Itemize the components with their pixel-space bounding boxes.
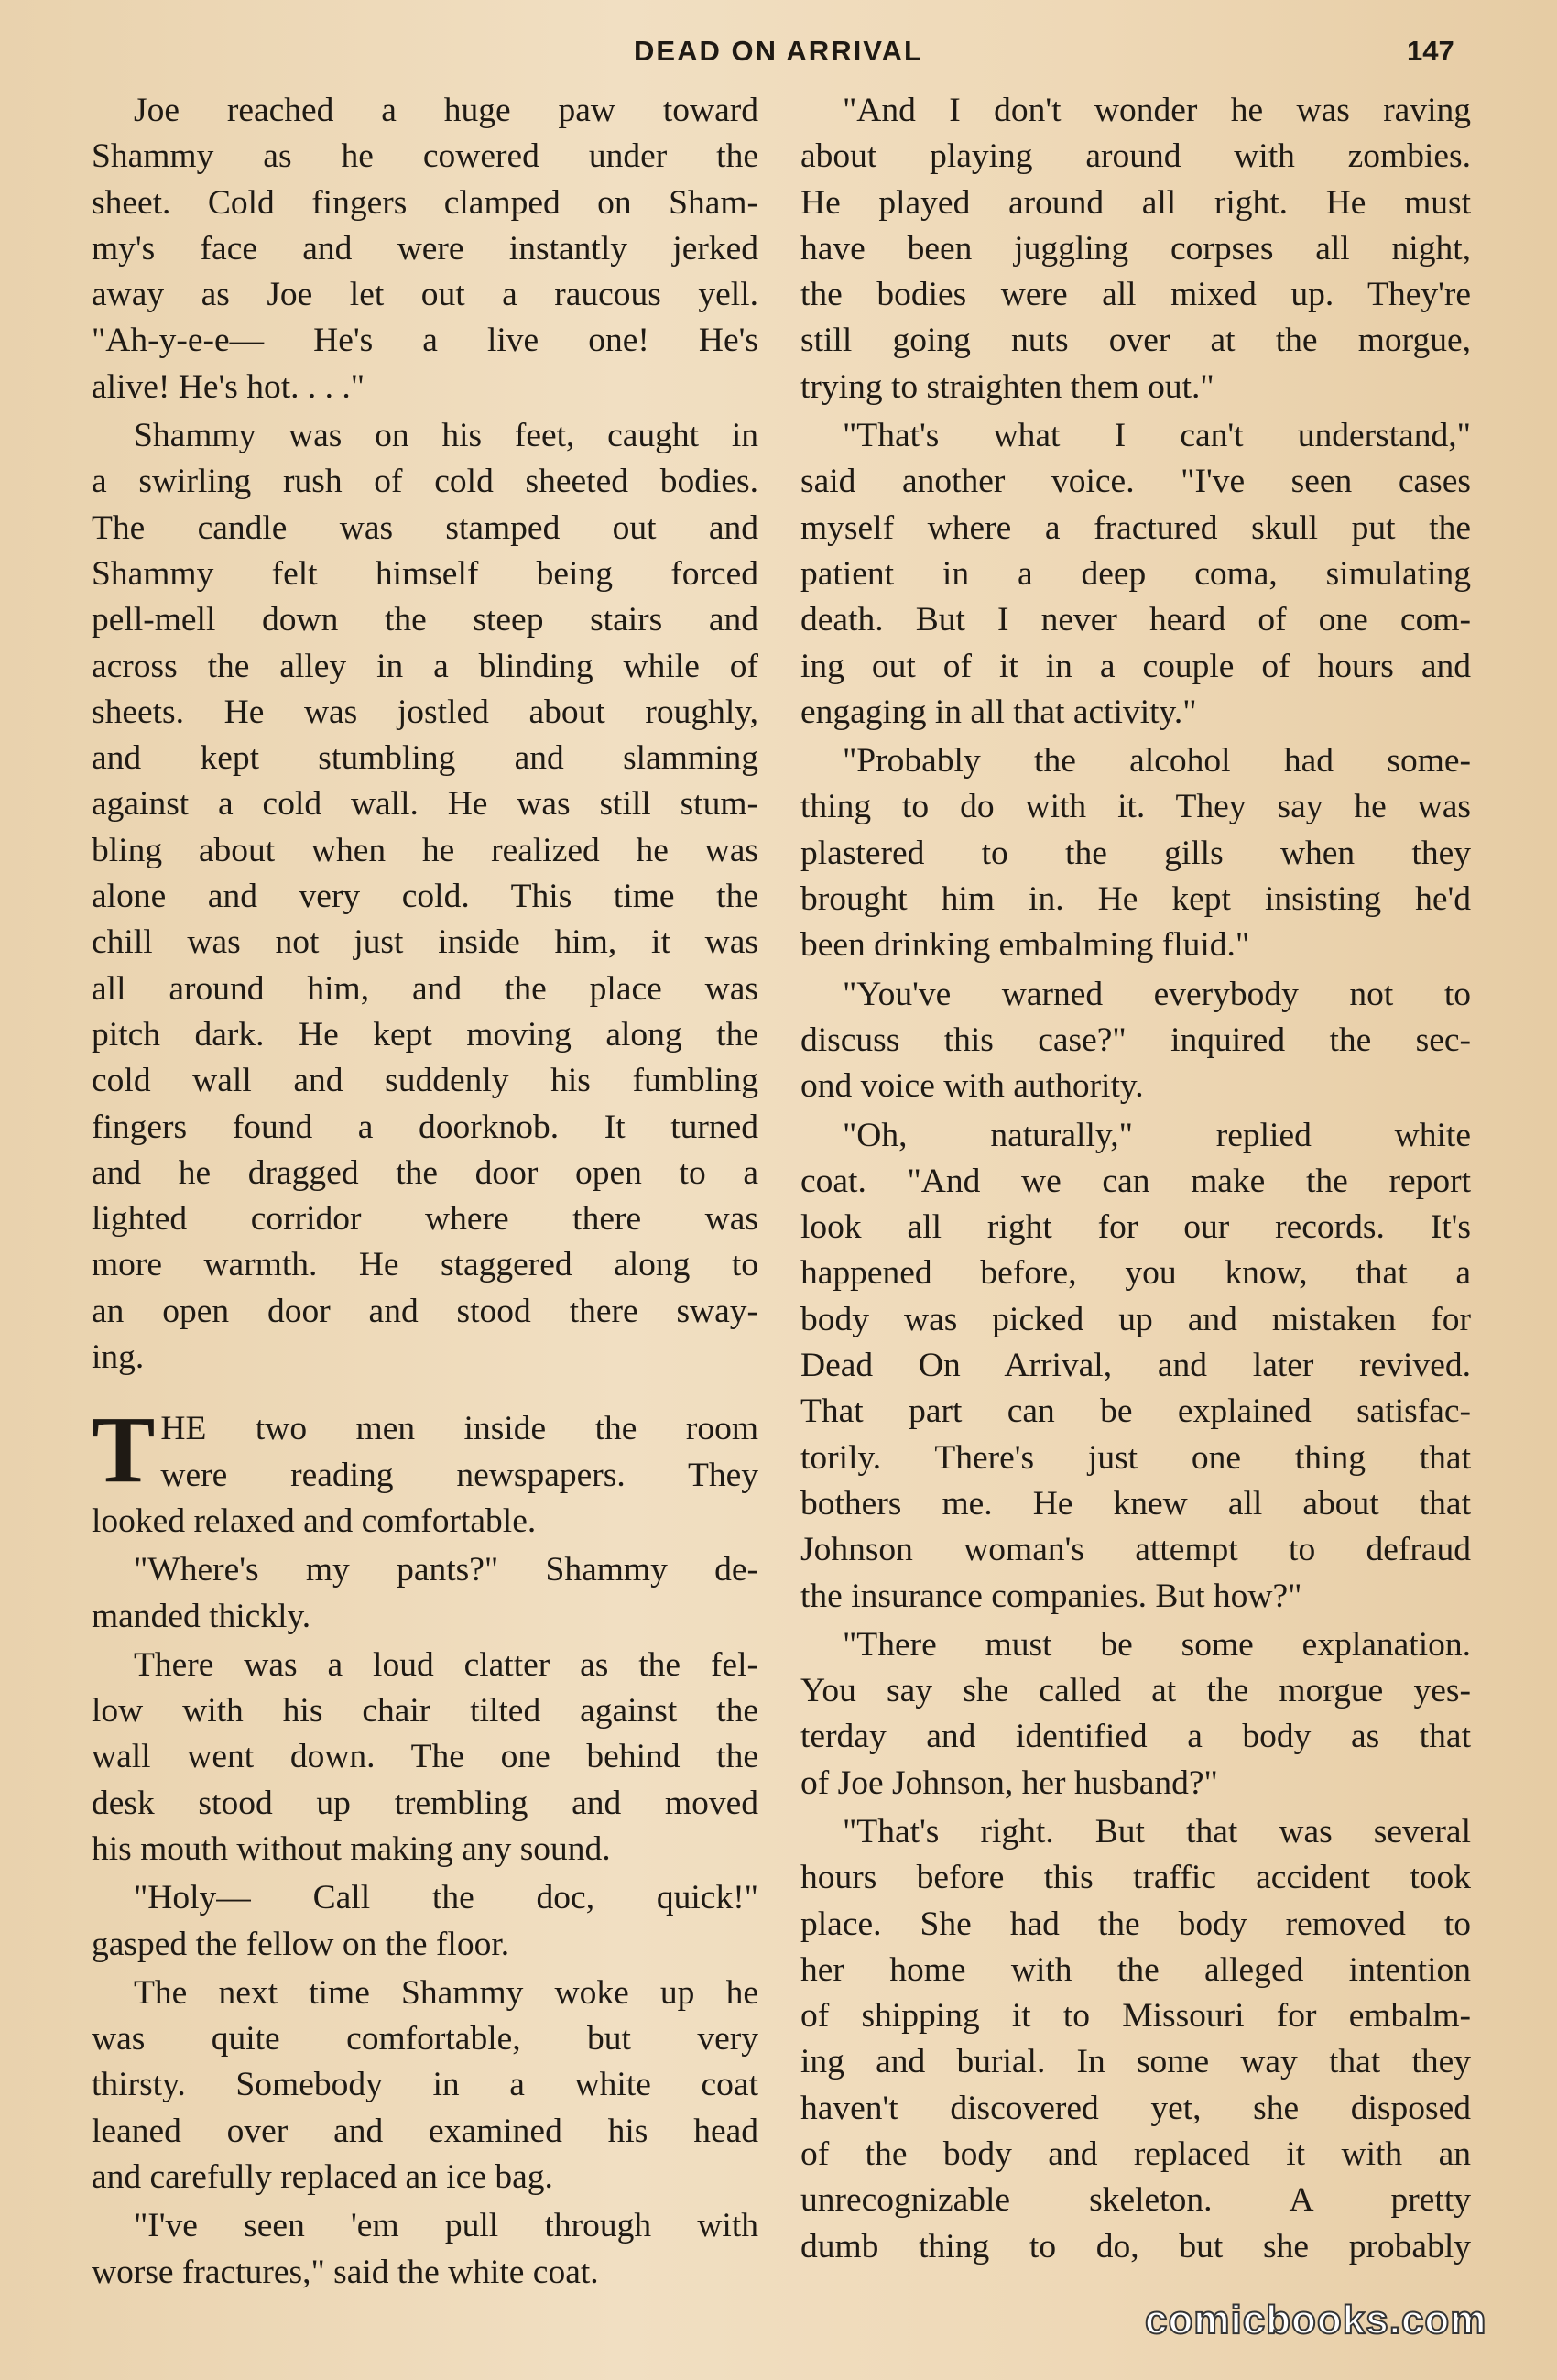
text-line: The candle was stamped out and	[92, 508, 758, 547]
text-line: death. But I never heard of one com-	[800, 601, 1471, 639]
text-line: "That's what I can't understand,"	[843, 417, 1471, 455]
text-line: and carefully replaced an ice bag.	[92, 2158, 553, 2197]
text-line: of the body and replaced it with an	[800, 2135, 1471, 2174]
text-line: "Ah-y-e-e— He's a live one! He's	[92, 322, 758, 360]
text-line: "Probably the alcohol had some-	[843, 742, 1471, 781]
text-line: torily. There's just one thing that	[800, 1438, 1471, 1477]
text-line: HE two men inside the room	[160, 1410, 758, 1448]
text-line: There was a loud clatter as the fel-	[134, 1645, 758, 1684]
text-line: engaging in all that activity."	[800, 693, 1197, 731]
text-line: That part can be explained satisfac-	[800, 1392, 1471, 1431]
text-line: ing and burial. In some way that they	[800, 2043, 1471, 2081]
paragraph	[92, 1547, 758, 1640]
text-line: and he dragged the door open to a	[92, 1153, 758, 1192]
text-line: a swirling rush of cold sheeted bodies.	[92, 463, 758, 501]
text-line: wall went down. The one behind the	[92, 1738, 758, 1776]
text-line: myself where a fractured skull put the	[800, 508, 1471, 547]
text-line: plastered to the gills when they	[800, 834, 1471, 872]
text-line: of Joe Johnson, her husband?"	[800, 1763, 1218, 1802]
text-line: trying to straighten them out."	[800, 367, 1214, 406]
text-line: cold wall and suddenly his fumbling	[92, 1062, 758, 1100]
dropcap-paragraph	[92, 1397, 758, 1545]
text-line: patient in a deep coma, simulating	[800, 554, 1471, 593]
text-line: away as Joe let out a raucous yell.	[92, 276, 758, 314]
text-line: pell-mell down the steep stairs and	[92, 601, 758, 639]
text-line: Shammy felt himself being forced	[92, 554, 758, 593]
text-line: haven't discovered yet, she disposed	[800, 2089, 1471, 2127]
paragraph	[92, 1875, 758, 1968]
text-line: been drinking embalming fluid."	[800, 926, 1250, 965]
text-line: her home with the alleged intention	[800, 1950, 1471, 1989]
left-text-column	[92, 88, 758, 2298]
paragraph	[92, 1643, 758, 1872]
text-line: ing out of it in a couple of hours and	[800, 647, 1471, 685]
text-line: about playing around with zombies.	[800, 137, 1471, 176]
text-line: low with his chair tilted against the	[92, 1692, 758, 1730]
text-line: terday and identified a body as that	[800, 1718, 1471, 1756]
text-line: Shammy as he cowered under the	[92, 137, 758, 176]
text-line: brought him in. He kept insisting he'd	[800, 880, 1471, 919]
text-line: He played around all right. He must	[800, 183, 1471, 222]
right-text-column	[800, 88, 1471, 2273]
text-line: alone and very cold. This time the	[92, 878, 758, 916]
text-line: his mouth without making any sound.	[92, 1829, 611, 1868]
paragraph	[800, 972, 1471, 1110]
text-line: bothers me. He knew all about that	[800, 1484, 1471, 1523]
text-line: hours before this traffic accident took	[800, 1859, 1471, 1897]
text-line: my's face and were instantly jerked	[92, 229, 758, 267]
text-line: lighted corridor where there was	[92, 1200, 758, 1239]
text-line: "Where's my pants?" Shammy de-	[134, 1551, 758, 1589]
text-line: "Holy— Call the doc, quick!"	[134, 1879, 758, 1917]
text-line: manded thickly.	[92, 1597, 311, 1635]
text-line: sheets. He was jostled about roughly,	[92, 693, 758, 731]
text-line: Shammy was on his feet, caught in	[134, 417, 758, 455]
text-line: sheet. Cold fingers clamped on Sham-	[92, 183, 758, 222]
text-line: bling about when he realized he was	[92, 831, 758, 869]
text-line: across the alley in a blinding while of	[92, 647, 758, 685]
text-line: alive! He's hot. . . ."	[92, 367, 365, 406]
text-line: "I've seen 'em pull through with	[134, 2207, 758, 2245]
text-line: an open door and stood there sway-	[92, 1292, 758, 1330]
text-line: against a cold wall. He was still stum-	[92, 785, 758, 824]
page-header	[0, 35, 1557, 71]
paragraph	[800, 1622, 1471, 1807]
paragraph	[800, 738, 1471, 968]
paragraph	[800, 1113, 1471, 1620]
text-line: pitch dark. He kept moving along the	[92, 1015, 758, 1054]
paragraph	[800, 1809, 1471, 2270]
text-line: thirsty. Somebody in a white coat	[92, 2066, 758, 2104]
text-line: look all right for our records. It's	[800, 1208, 1471, 1247]
paragraph	[92, 2203, 758, 2296]
text-line: still going nuts over at the morgue,	[800, 322, 1471, 360]
text-line: looked relaxed and comfortable.	[92, 1501, 537, 1540]
text-line: gasped the fellow on the floor.	[92, 1925, 510, 1963]
text-line: the bodies were all mixed up. They're	[800, 276, 1471, 314]
text-line: leaned over and examined his head	[92, 2112, 758, 2150]
text-line: Joe reached a huge paw toward	[134, 92, 758, 129]
watermark-logo: comicbooks.com	[1145, 2298, 1487, 2342]
text-line: unrecognizable skeleton. A pretty	[800, 2181, 1471, 2220]
text-line: The next time Shammy woke up he	[134, 1973, 758, 2012]
text-line: You say she called at the morgue yes-	[800, 1672, 1471, 1710]
text-line: said another voice. "I've seen cases	[800, 463, 1471, 501]
text-line: Dead On Arrival, and later revived.	[800, 1347, 1471, 1385]
paragraph	[92, 88, 758, 410]
text-line: "You've warned everybody not to	[843, 975, 1471, 1013]
text-line: "That's right. But that was several	[843, 1812, 1471, 1851]
text-line: was quite comfortable, but very	[92, 2020, 758, 2058]
text-line: thing to do with it. They say he was	[800, 788, 1471, 826]
text-line: "Oh, naturally," replied white	[843, 1116, 1471, 1154]
text-line: body was picked up and mistaken for	[800, 1300, 1471, 1338]
running-title: DEAD ON ARRIVAL	[634, 35, 923, 67]
paragraph	[800, 88, 1471, 410]
text-line: "There must be some explanation.	[843, 1625, 1471, 1664]
text-line: and kept stumbling and slamming	[92, 739, 758, 778]
text-line: worse fractures," said the white coat.	[92, 2253, 599, 2291]
text-line: more warmth. He staggered along to	[92, 1246, 758, 1284]
drop-cap-initial: T	[92, 1397, 156, 1503]
paragraph	[800, 413, 1471, 736]
text-line: fingers found a doorknob. It turned	[92, 1108, 758, 1146]
text-line: Johnson woman's attempt to defraud	[800, 1531, 1471, 1569]
text-line: desk stood up trembling and moved	[92, 1784, 758, 1822]
text-line: happened before, you know, that a	[800, 1254, 1471, 1293]
text-line: ing.	[92, 1338, 145, 1377]
page-number: 147	[1407, 35, 1454, 67]
text-line: "And I don't wonder he was raving	[843, 92, 1471, 129]
text-line: of shipping it to Missouri for embalm-	[800, 1997, 1471, 2036]
text-line: all around him, and the place was	[92, 969, 758, 1008]
text-line: place. She had the body removed to	[800, 1905, 1471, 1943]
text-line: were reading newspapers. They	[160, 1456, 758, 1494]
text-line: have been juggling corpses all night,	[800, 229, 1471, 267]
text-line: the insurance companies. But how?"	[800, 1577, 1302, 1615]
text-line: coat. "And we can make the report	[800, 1162, 1471, 1200]
text-line: ond voice with authority.	[800, 1067, 1144, 1106]
text-line: discuss this case?" inquired the sec-	[800, 1021, 1471, 1059]
paragraph	[92, 413, 758, 1381]
text-line: dumb thing to do, but she probably	[800, 2227, 1471, 2265]
text-line: chill was not just inside him, it was	[92, 923, 758, 962]
paragraph	[92, 1971, 758, 2200]
